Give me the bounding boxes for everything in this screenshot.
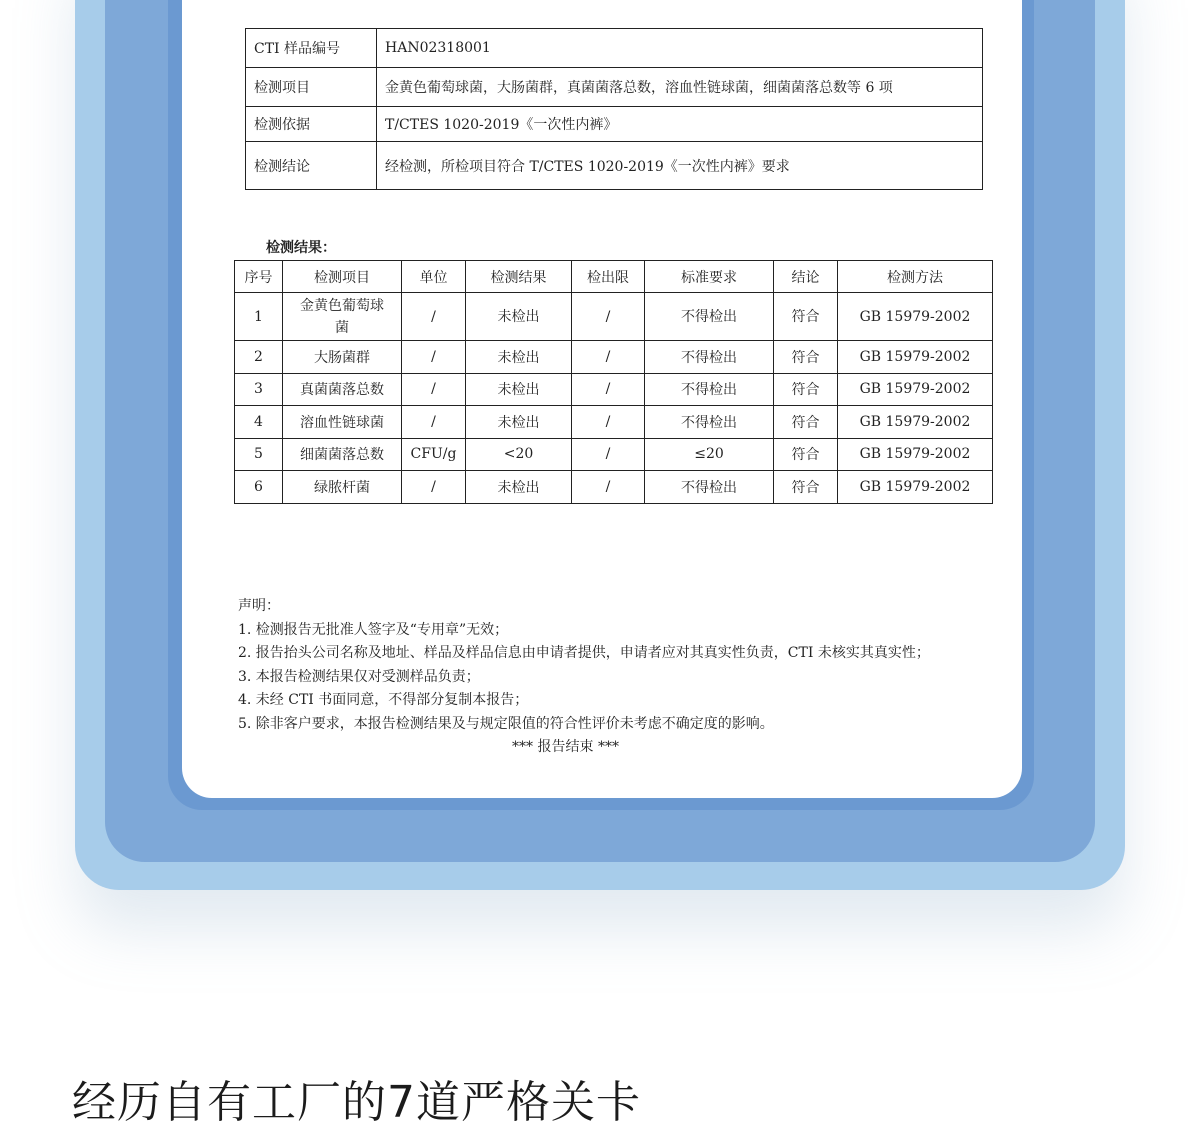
info-key: 检测结论 [246, 142, 377, 190]
table-row [235, 406, 993, 439]
table-cell: 符合 [774, 293, 838, 341]
table-cell: 3 [235, 373, 283, 406]
table-cell: / [402, 406, 466, 439]
table-cell: / [572, 406, 645, 439]
table-cell: 4 [235, 406, 283, 439]
info-row [246, 68, 983, 107]
table-cell: ≤20 [645, 438, 774, 471]
table-cell: 不得检出 [645, 341, 774, 374]
table-cell: / [402, 293, 466, 341]
statement-item: 3. 本报告检测结果仅对受测样品负责； [238, 668, 480, 685]
table-cell: 大肠菌群 [283, 341, 402, 374]
table-cell: 6 [235, 471, 283, 504]
table-row [235, 373, 993, 406]
table-cell: GB 15979-2002 [838, 406, 993, 439]
table-row [235, 341, 993, 374]
info-key: 检测项目 [246, 68, 377, 107]
info-value: 金黄色葡萄球菌，大肠菌群，真菌菌落总数，溶血性链球菌，细菌菌落总数等 6 项 [377, 68, 983, 107]
table-cell: 溶血性链球菌 [283, 406, 402, 439]
table-row [235, 293, 993, 341]
table-cell: GB 15979-2002 [838, 293, 993, 341]
table-cell: 绿脓杆菌 [283, 471, 402, 504]
table-cell: / [402, 373, 466, 406]
col-header: 序号 [235, 261, 283, 293]
sample-info-table [245, 28, 983, 190]
col-header: 检出限 [572, 261, 645, 293]
table-cell: 符合 [774, 341, 838, 374]
results-table [234, 260, 993, 504]
statement [238, 595, 930, 760]
table-cell: 未检出 [466, 373, 572, 406]
table-cell: 不得检出 [645, 373, 774, 406]
table-cell: <20 [466, 438, 572, 471]
col-header: 标准要求 [645, 261, 774, 293]
table-cell: 1 [235, 293, 283, 341]
table-cell: 符合 [774, 373, 838, 406]
table-cell: GB 15979-2002 [838, 341, 993, 374]
info-key: 检测依据 [246, 107, 377, 142]
table-row [235, 438, 993, 471]
results-body [235, 293, 993, 504]
table-cell: 未检出 [466, 471, 572, 504]
table-cell: 金黄色葡萄球菌 [283, 293, 402, 341]
col-header: 检测项目 [283, 261, 402, 293]
statement-item: 5. 除非客户要求，本报告检测结果及与规定限值的符合性评价未考虑不确定度的影响。 [238, 715, 774, 732]
table-cell: / [572, 341, 645, 374]
info-value: 经检测，所检项目符合 T/CTES 1020-2019《一次性内裤》要求 [377, 142, 983, 190]
section-headline: 经历自有工厂的7道严格关卡 [72, 1077, 641, 1128]
table-cell: GB 15979-2002 [838, 438, 993, 471]
results-header-row [235, 261, 993, 293]
statement-item: 1. 检测报告无批准人签字及“专用章”无效； [238, 621, 509, 638]
table-cell: 符合 [774, 471, 838, 504]
report-paper [182, 0, 1022, 798]
table-cell: 未检出 [466, 341, 572, 374]
results-title: 检测结果： [266, 240, 336, 256]
table-cell: 不得检出 [645, 293, 774, 341]
statement-item: 2. 报告抬头公司名称及地址、样品及样品信息由申请者提供，申请者应对其真实性负责，CTI 未核实其真实性； [238, 645, 930, 661]
info-value: HAN02318001 [377, 29, 983, 68]
table-cell: 符合 [774, 438, 838, 471]
table-cell: 未检出 [466, 406, 572, 439]
table-cell: 2 [235, 341, 283, 374]
info-row [246, 29, 983, 68]
col-header: 单位 [402, 261, 466, 293]
col-header: 结论 [774, 261, 838, 293]
table-cell: CFU/g [402, 438, 466, 471]
table-cell: 细菌菌落总数 [283, 438, 402, 471]
info-key: CTI 样品编号 [246, 29, 377, 68]
table-cell: / [572, 471, 645, 504]
col-header: 检测结果 [466, 261, 572, 293]
info-value: T/CTES 1020-2019《一次性内裤》 [377, 107, 983, 142]
table-cell: 符合 [774, 406, 838, 439]
table-cell: 不得检出 [645, 406, 774, 439]
statement-title: 声明： [238, 598, 280, 614]
col-header: 检测方法 [838, 261, 993, 293]
table-cell: 5 [235, 438, 283, 471]
table-cell: / [572, 293, 645, 341]
table-cell: GB 15979-2002 [838, 471, 993, 504]
info-row [246, 107, 983, 142]
report-end-marker: *** 报告结束 *** [512, 739, 619, 755]
table-cell: / [572, 438, 645, 471]
table-cell: 未检出 [466, 293, 572, 341]
table-cell: / [402, 471, 466, 504]
table-cell: 不得检出 [645, 471, 774, 504]
table-cell: / [572, 373, 645, 406]
table-cell: GB 15979-2002 [838, 373, 993, 406]
table-cell: / [402, 341, 466, 374]
info-row [246, 142, 983, 190]
statement-item: 4. 未经 CTI 书面同意，不得部分复制本报告； [238, 692, 529, 708]
table-row [235, 471, 993, 504]
table-cell: 真菌菌落总数 [283, 373, 402, 406]
